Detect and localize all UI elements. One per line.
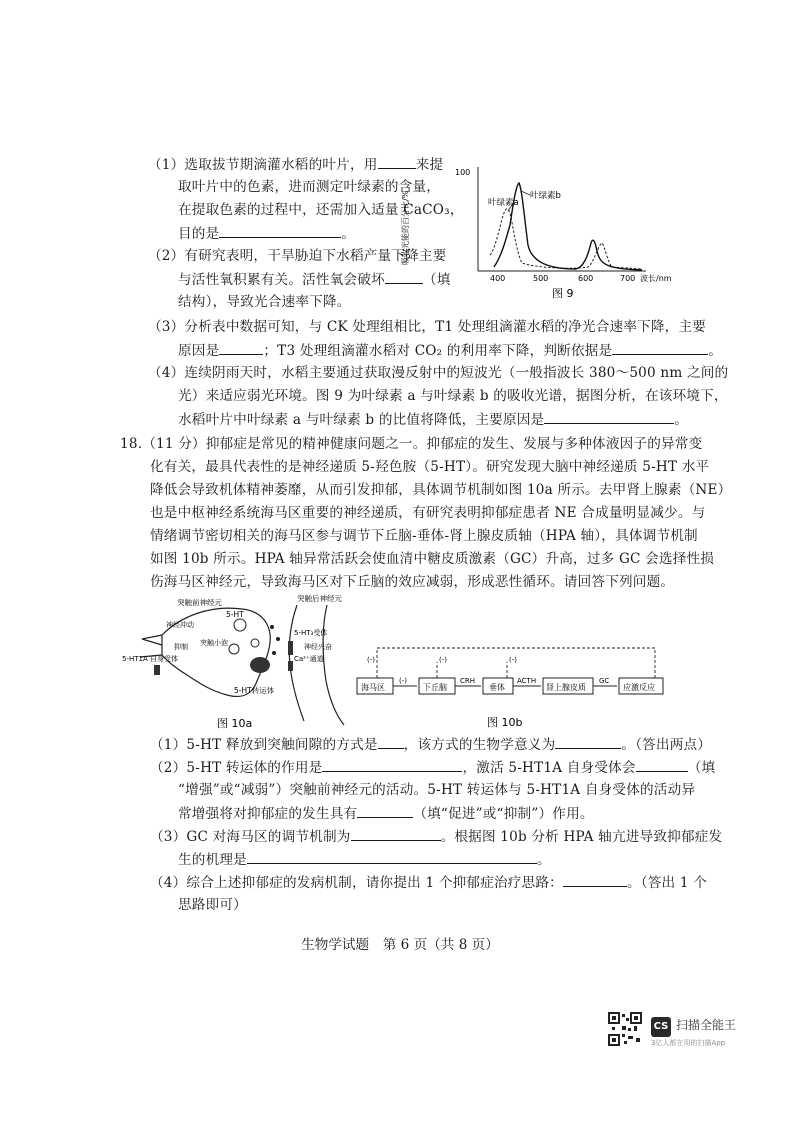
synaptic-vesicle xyxy=(251,639,259,647)
q18-part4-line1: （4）综合上述抑郁症的发病机制，请你提出 1 个抑郁症治疗思路： 。（答出 1 个 xyxy=(150,875,708,891)
fig9-xlabel: 波长/nm xyxy=(640,274,672,283)
q17-part1-line4: 目的是 。 xyxy=(178,226,356,242)
scanner-tagline: 3亿人都在用的扫描App xyxy=(651,1039,726,1047)
q18-part2-line3: 常增强将对抑郁症的发生具有 （填“促进”或“抑制”）作用。 xyxy=(178,806,594,822)
q17-part4-line1: （4）连续阴雨天时，水稻主要通过获取漫反射中的短波光（一般指波长 380～500 nm 之间的 xyxy=(148,365,729,381)
answer-blank[interactable] xyxy=(219,224,341,238)
q18-intro-line4: 也是中枢神经系统海马区重要的神经递质，有研究表明抑郁症患者 NE 合成量明显减少。与 xyxy=(150,505,706,521)
node-label: 海马区 xyxy=(361,683,385,692)
fig10a-caption: 图 10a xyxy=(217,717,253,730)
answer-blank[interactable] xyxy=(636,758,688,772)
label-receptor: 5-HT₃受体 xyxy=(294,629,328,637)
label-nerve-excite: 神经兴奋 xyxy=(304,643,332,651)
answer-blank[interactable] xyxy=(555,735,621,749)
q17-part1-line3: 在提取色素的过程中，还需加入适量 CaCO₃， xyxy=(178,202,464,218)
ca-channel-shape xyxy=(288,661,293,671)
q18-intro-line5: 情绪调节密切相关的海马区参与调节下丘脑-垂体-肾上腺皮质轴（HPA 轴），具体调节机制 xyxy=(150,528,698,544)
q18-part4-line2: 思路即可） xyxy=(178,897,247,913)
edge-label: CRH xyxy=(460,677,476,685)
q18-intro-line2: 化有关，最具代表性的是神经递质 5-羟色胺（5-HT）。研究发现大脑中神经递质 5-HT 水平 xyxy=(150,459,710,475)
answer-blank[interactable] xyxy=(612,341,708,355)
q18-part3-line2: 生的机理是 。 xyxy=(178,852,551,868)
fig9-xtick: 500 xyxy=(533,274,549,283)
fig9-xtick: 400 xyxy=(490,274,506,283)
label-presynaptic-neuron: 突触前神经元 xyxy=(177,598,222,607)
5ht-transporter-shape xyxy=(250,657,270,673)
q17-part3-line1: （3）分析表中数据可知，与 CK 处理组相比，T1 处理组滴灌水稻的净光合速率下降，主要 xyxy=(148,319,707,335)
q18-part2-line1: （2）5-HT 转运体的作用是 ，激活 5-HT1A 自身受体会 （填 xyxy=(150,760,716,776)
fig9-curve-chlorophyll-a xyxy=(490,209,642,269)
q17-part2-line1: （2）有研究表明，干旱胁迫下水稻产量下降主要 xyxy=(148,248,447,264)
qr-code-icon xyxy=(608,1012,642,1046)
fig9-caption: 图 9 xyxy=(552,287,574,300)
answer-blank[interactable] xyxy=(563,873,627,887)
node-label: 应激反应 xyxy=(623,683,655,692)
fig9-curve-chlorophyll-b xyxy=(494,183,642,270)
q17-part3-line2: 原因是 ；T3 处理组滴灌水稻对 CO₂ 的利用率下降，判断依据是 。 xyxy=(178,343,723,359)
q18-part2-line2: “增强”或“减弱”）突触前神经元的活动。5-HT 转运体与 5-HT1A 自身受体的活动异 xyxy=(178,782,696,798)
label-5ht: 5-HT xyxy=(226,610,244,619)
q18-intro-line1: 18.（11 分）抑郁症是常见的精神健康问题之一。抑郁症的发生、发展与多种体液因子的异常变 xyxy=(120,436,703,452)
answer-blank[interactable] xyxy=(385,270,423,284)
answer-blank[interactable] xyxy=(544,410,674,424)
answer-blank[interactable] xyxy=(219,341,263,355)
q18-intro-line3: 降低会导致机体精神萎靡，从而引发抑郁，具体调节机制如图 10a 所示。去甲肾上腺素（NE） xyxy=(150,482,732,498)
node-label: 肾上腺皮质 xyxy=(546,683,586,692)
q17-part2-line3: 结构），导致光合速率下降。 xyxy=(178,294,351,310)
serotonin-molecule xyxy=(276,637,280,641)
synaptic-vesicle xyxy=(229,644,239,654)
node-label: 下丘脑 xyxy=(423,683,447,692)
answer-blank[interactable] xyxy=(247,850,537,864)
serotonin-molecule xyxy=(272,651,276,655)
q17-part4-line3: 水稻叶片中叶绿素 a 与叶绿素 b 的比值将降低，主要原因是 。 xyxy=(178,412,689,428)
fig9-xtick: 700 xyxy=(620,274,636,283)
label-vesicle: 突触小泡 xyxy=(200,639,228,647)
serotonin-molecule xyxy=(270,625,274,629)
q18-intro-line6: 如图 10b 所示。HPA 轴异常活跃会使血清中糖皮质激素（GC）升高，过多 GC 会选择性损 xyxy=(150,551,715,567)
figure-9-absorption-spectrum xyxy=(401,155,710,305)
fig9-label-b: 叶绿素b xyxy=(530,191,561,201)
answer-blank[interactable] xyxy=(357,804,413,818)
q17-part1-line1: （1）选取拔节期滴灌水稻的叶片，用 来提 xyxy=(148,157,444,173)
answer-blank[interactable] xyxy=(322,758,462,772)
q18-part1: （1）5-HT 释放到突触间隙的方式是 ，该方式的生物学意义为 。（答出两点） xyxy=(150,737,712,753)
receptor-shape xyxy=(288,641,293,655)
scanner-brand-name: 扫描全能王 xyxy=(676,1018,737,1032)
label-impulse: 神经冲动 xyxy=(166,621,194,629)
q17-part4-line2: 光）来适应弱光环境。图 9 为叶绿素 a 与叶绿素 b 的吸收光谱，据图分析，在该环境下， xyxy=(178,388,728,404)
q18-intro-line7: 伤海马区神经元，导致海马区对下丘脑的效应减弱，形成恶性循环。请回答下列问题。 xyxy=(150,574,675,590)
fig9-ylabel: 吸收光能的百分比/% xyxy=(401,190,410,265)
edge-label: ACTH xyxy=(517,677,537,685)
answer-blank[interactable] xyxy=(351,827,441,841)
edge-label: (-) xyxy=(399,677,407,685)
feedback-branch xyxy=(437,662,507,678)
label-autoreceptor: 5-HT1A 自身受体 xyxy=(122,655,178,663)
axon-line xyxy=(140,635,162,657)
feedback-label: (-) xyxy=(509,656,517,664)
answer-blank[interactable] xyxy=(378,735,404,749)
label-inhibit: 抑制 xyxy=(174,643,188,651)
camscanner-logo-icon: CS xyxy=(651,1017,671,1037)
fig9-xtick: 600 xyxy=(578,274,594,283)
q18-part3-line1: （3）GC 对海马区的调节机制为 。根据图 10b 分析 HPA 轴亢进导致抑郁症发 xyxy=(150,829,723,845)
label-ca-channel: Ca²⁺通道 xyxy=(294,655,324,663)
page-footer: 生物学试题 第 6 页（共 8 页） xyxy=(301,937,499,953)
fig9-leader-line xyxy=(521,191,530,195)
q17-part2-line2: 与活性氧积累有关。活性氧会破坏 （填 xyxy=(178,272,451,288)
autoreceptor-shape xyxy=(154,665,160,675)
postsynaptic-neuron-shape xyxy=(289,605,344,725)
label-transporter: 5-HT转运体 xyxy=(234,686,275,695)
answer-blank[interactable] xyxy=(378,155,416,169)
synaptic-vesicle xyxy=(234,619,246,631)
figure-10a-synapse xyxy=(122,595,372,735)
q17-part1-line2: 取叶片中的色素，进而测定叶绿素的含量， xyxy=(178,179,441,195)
fig9-ytick: 100 xyxy=(455,168,471,177)
feedback-label: (-) xyxy=(439,656,447,664)
node-label: 垂体 xyxy=(489,683,505,692)
feedback-label: (-) xyxy=(367,656,375,664)
fig9-label-a: 叶绿素a xyxy=(488,198,519,208)
fig10b-caption: 图 10b xyxy=(487,716,523,729)
edge-label: GC xyxy=(599,677,610,685)
label-postsynaptic-neuron: 突触后神经元 xyxy=(297,594,342,603)
figure-10b-hpa-axis xyxy=(355,640,700,732)
